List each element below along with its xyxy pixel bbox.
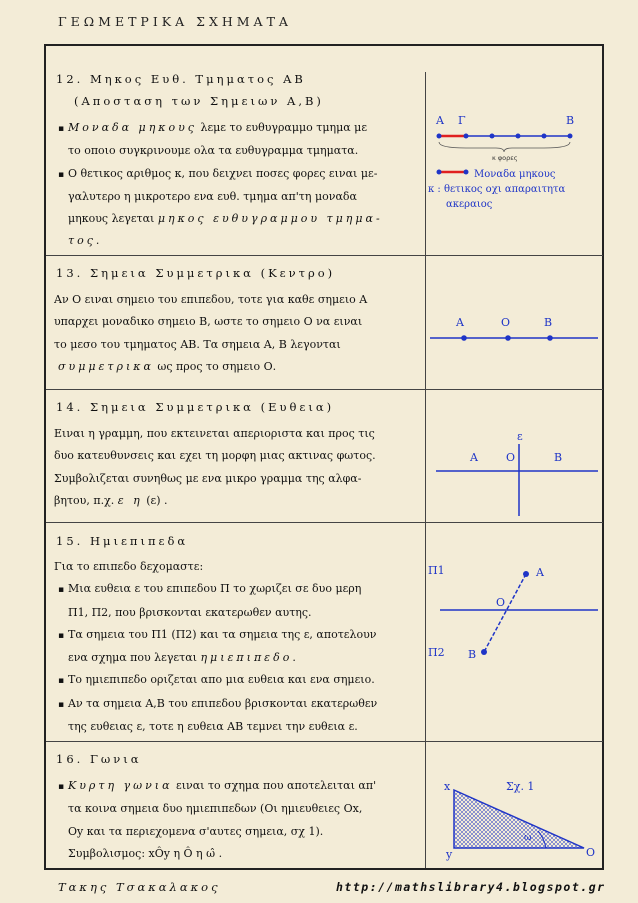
text-line: το οποιο συγκρινουμε ολα τα ευθυγραμμα τμηματα. [68, 144, 359, 158]
term-half-plane: ημιεπιπεδο [200, 651, 293, 665]
label-omega: ω [524, 833, 532, 843]
label-x: x [444, 780, 451, 793]
text-line: Τα σημεια του Π1 (Π2) και τα σημεια της ε, αποτελουν [68, 627, 377, 641]
label-O: Ο [501, 316, 511, 329]
text-line: Το ημιεπιπεδο οριζεται απο μια ευθεια και ενα σημειο. [68, 673, 375, 687]
term-symmetric: συμμετρικα [58, 359, 154, 373]
angle-diagram [426, 776, 602, 866]
text-line: γαλυτερο η μικροτερο ενα ευθ. τμημα απ'τη μοναδα [68, 189, 357, 203]
section-12-text [54, 117, 426, 253]
label-P2: Π2 [428, 646, 445, 659]
section-16-text [54, 775, 426, 865]
label-O: Ο [506, 451, 516, 464]
text-line: (ε) . [142, 493, 168, 507]
text-line: ειναι το σχημα που αποτελειται απ' [172, 779, 377, 792]
section-12-subtitle: (Αποσταση των Σημειων Α,Β) [74, 94, 324, 108]
label-G: Γ [458, 114, 466, 127]
term-convex-angle: Κυρτη γωνια [68, 779, 173, 792]
text-line: το μεσο του τμηματος ΑΒ. Τα σημεια Α, Β λεγονται [54, 337, 341, 351]
figure-label: Σχ. 1 [506, 780, 535, 793]
text-line: Αν τα σημεια Α,Β του επιπεδου βρισκονται εκατερωθεν [68, 696, 378, 710]
label-A: Α [536, 566, 544, 579]
text-line: λεμε το ευθυγραμμο τμημα με [196, 121, 368, 134]
line-symmetry-diagram [426, 426, 602, 516]
text-line: Οy και τα περιεχομενα σ'αυτες σημεια, σχ 1). [68, 824, 324, 838]
text-line: Για το επιπεδο δεχομαστε: [54, 560, 204, 573]
unit-length-diagram [426, 110, 602, 220]
text-line: τα κοινα σημεια δυο ημιεπιπεδων (Οι ημιευθειες Οx, [68, 802, 363, 816]
section-divider [46, 255, 603, 256]
term-line-symbol: ε η [117, 493, 143, 507]
label-P1: Π1 [428, 564, 445, 577]
text-line: μηκους λεγεται [68, 212, 158, 226]
section-14-title: 14. Σημεια Συμμετρικα (Ευθεια) [56, 400, 335, 414]
text-line: Συμβολιζεται συνηθως με ενα μικρο γραμμα της αλφα- [54, 471, 362, 485]
label-B: Β [554, 451, 563, 464]
section-divider [46, 522, 603, 523]
label-k-desc: κ : θετικος οχι απαραιτητα [428, 184, 566, 195]
label-k-times: κ φορες [492, 154, 518, 162]
footer-author: Τακης Τσακαλακος [58, 880, 221, 894]
text-line: Αν Ο ειναι σημειο του επιπεδου, τοτε για καθε σημειο Α [54, 293, 368, 306]
half-plane-diagram [426, 560, 602, 670]
section-13-title: 13. Σημεια Συμμετρικα (Κεντρο) [56, 266, 336, 280]
section-12-title: 12. Μηκος Ευθ. Τμηματος ΑΒ [56, 72, 306, 86]
text-line: Ειναι η γραμμη, που εκτεινεται απεριοριστα και προς τις [54, 427, 375, 440]
text-line: Π1, Π2, που βρισκονται εκατερωθεν αυτης. [68, 605, 312, 619]
text-line: Μια ευθεια ε του επιπεδου Π το χωριζει σε δυο μερη [68, 582, 362, 596]
label-O: O [586, 846, 596, 859]
term-segment-length: μηκος ευθυγραμμου τμημα- [157, 212, 383, 226]
label-O: Ο [496, 596, 506, 609]
text-line: Συμβολισμος: xÔy η Ô η ω̂ . [68, 846, 223, 860]
label-epsilon: ε [517, 430, 523, 443]
label-A: Α [456, 316, 464, 329]
section-15-title: 15. Ημιεπιπεδα [56, 534, 189, 548]
section-15-text [54, 556, 426, 738]
text-line: Ο θετικος αριθμος κ, που δειχνει ποσες φορες ειναι με- [68, 166, 378, 180]
section-divider [46, 741, 603, 742]
label-A: Α [436, 114, 444, 127]
text-line: βητου, π.χ. [54, 493, 118, 507]
label-B: Β [544, 316, 553, 329]
text-line: υπαρχει μοναδικο σημειο Β, ωστε το σημειο Ο να ειναι [54, 315, 363, 329]
page-header: ΓΕΩΜΕΤΡΙΚΑ ΣΧΗΜΑΤΑ [58, 14, 292, 29]
label-unit-length: Μοναδα μηκους [474, 169, 556, 180]
section-13-text [54, 289, 426, 378]
label-y: y [446, 848, 453, 861]
point-symmetry-diagram [426, 310, 602, 350]
section-14-text [54, 423, 426, 512]
label-B: Β [566, 114, 575, 127]
text-line: ως προς το σημειο Ο. [153, 359, 277, 373]
term-unit-length: Μοναδα μηκους [68, 121, 197, 134]
label-B: Β [468, 648, 477, 661]
label-A: Α [470, 451, 478, 464]
text-line: της ευθειας ε, τοτε η ευθεια ΑΒ τεμνει την ευθεια ε. [68, 720, 358, 734]
section-16-title: 16. Γωνια [56, 752, 142, 766]
footer-url[interactable]: http://mathslibrary4.blogspot.gr [336, 880, 606, 894]
text-line: δυο κατευθυνσεις και εχει τη μορφη μιας ακτινας φωτος. [54, 449, 376, 463]
section-divider [46, 389, 603, 390]
text-line: . [292, 651, 296, 665]
text-line: ενα σχημα που λεγεται [68, 651, 201, 665]
term-segment-length-end: τος. [68, 234, 103, 248]
label-k-integer: ακεραιος [446, 199, 493, 210]
